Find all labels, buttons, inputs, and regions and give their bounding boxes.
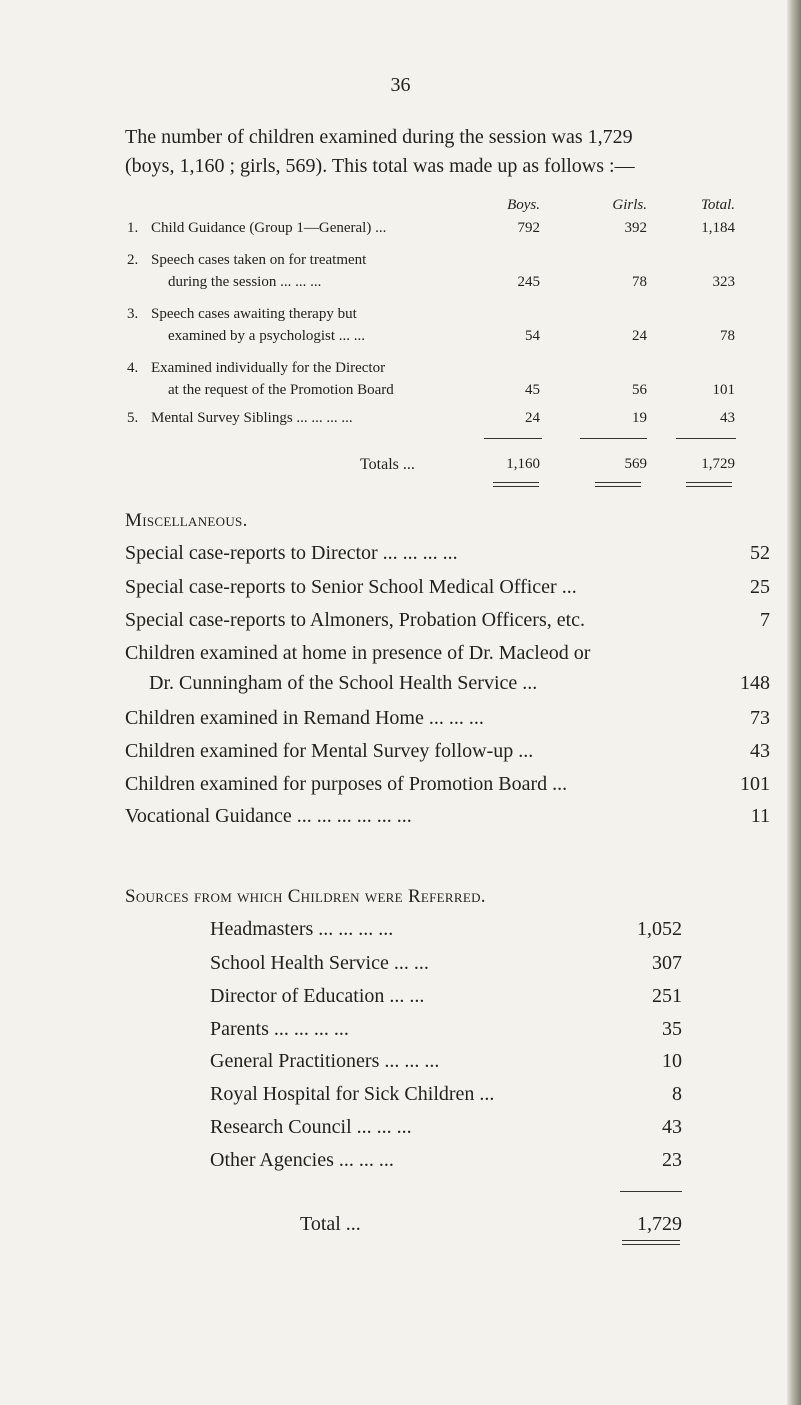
cell-total: 1,184: [701, 220, 735, 236]
totals-girls: 569: [624, 456, 647, 472]
cell-girls: 56: [632, 382, 647, 398]
sources-sum-rule: [620, 1191, 682, 1192]
source-label: School Health Service ... ...: [210, 952, 429, 974]
cell-boys: 54: [525, 328, 540, 344]
misc-value: 11: [750, 805, 770, 827]
intro-paragraph: [125, 123, 765, 181]
source-value: 8: [672, 1083, 682, 1105]
row-label-continued: during the session ... ... ...: [168, 274, 322, 290]
header-boys: Boys.: [507, 197, 540, 213]
sources-total-value: 1,729: [637, 1213, 682, 1235]
cell-boys: 792: [517, 220, 540, 236]
misc-label: Special case-reports to Director ... ... ... ...: [125, 542, 458, 564]
source-label: Royal Hospital for Sick Children ...: [210, 1083, 495, 1105]
misc-label: Vocational Guidance ... ... ... ... ... ...: [125, 805, 412, 827]
misc-value: 148: [740, 672, 770, 694]
source-value: 1,052: [637, 918, 682, 940]
cell-girls: 24: [632, 328, 647, 344]
source-value: 35: [662, 1018, 682, 1040]
row-label: Examined individually for the Director: [151, 360, 386, 376]
misc-value: 101: [740, 773, 770, 795]
misc-value: 73: [750, 707, 770, 729]
row-label-continued: at the request of the Promotion Board: [168, 382, 394, 398]
row-number: 4.: [127, 360, 139, 376]
cell-total: 323: [712, 274, 735, 290]
sources-total-label: Total ...: [300, 1213, 361, 1235]
cell-boys: 24: [525, 410, 540, 426]
misc-label: Children examined in Remand Home ... ... ...: [125, 707, 484, 729]
cell-boys: 245: [517, 274, 540, 290]
misc-value: 25: [750, 576, 770, 598]
misc-value: 7: [760, 609, 770, 631]
misc-label: Children examined at home in presence of Dr. Macleod or: [125, 642, 591, 664]
cell-total: 43: [720, 410, 735, 426]
row-number: 2.: [127, 252, 139, 268]
totals-total: 1,729: [701, 456, 735, 472]
sum-rule-boys: [484, 438, 542, 439]
row-number: 5.: [127, 410, 139, 426]
cell-boys: 45: [525, 382, 540, 398]
cell-girls: 78: [632, 274, 647, 290]
source-label: Director of Education ... ...: [210, 985, 425, 1007]
page-number: 36: [390, 74, 411, 96]
row-number: 1.: [127, 220, 139, 236]
intro-line-2: (boys, 1,160 ; girls, 569). This total was made up as follows :—: [125, 155, 635, 177]
source-value: 23: [662, 1149, 682, 1171]
misc-label: Children examined for Mental Survey follow-up ...: [125, 740, 534, 762]
intro-line-1: The number of children examined during the session was 1,729: [125, 126, 633, 148]
totals-boys: 1,160: [506, 456, 540, 472]
sources-double-rule: [622, 1240, 680, 1245]
double-rule-total: [686, 482, 732, 487]
source-label: Parents ... ... ... ...: [210, 1018, 349, 1040]
source-value: 10: [662, 1050, 682, 1072]
double-rule-girls: [595, 482, 641, 487]
row-label: Child Guidance (Group 1—General) ...: [151, 220, 387, 236]
misc-label: Special case-reports to Almoners, Probation Officers, etc.: [125, 609, 586, 631]
source-value: 251: [652, 985, 682, 1007]
misc-value: 43: [750, 740, 770, 762]
row-number: 3.: [127, 306, 139, 322]
row-label: Speech cases awaiting therapy but: [151, 306, 357, 322]
row-label: Mental Survey Siblings ... ... ... ...: [151, 410, 353, 426]
row-label-continued: examined by a psychologist ... ...: [168, 328, 366, 344]
source-label: Other Agencies ... ... ...: [210, 1149, 394, 1171]
sum-rule-girls: [580, 438, 647, 439]
source-label: Research Council ... ... ...: [210, 1116, 412, 1138]
cell-girls: 19: [632, 410, 647, 426]
misc-label: Dr. Cunningham of the School Health Service ...: [149, 672, 538, 694]
miscellaneous-heading: Miscellaneous.: [125, 510, 248, 531]
double-rule-boys: [493, 482, 539, 487]
header-girls: Girls.: [612, 197, 647, 213]
cell-total: 78: [720, 328, 735, 344]
source-label: General Practitioners ... ... ...: [210, 1050, 440, 1072]
misc-label: Special case-reports to Senior School Medical Officer ...: [125, 576, 577, 598]
page-edge-shadow: [787, 0, 801, 1405]
header-total: Total.: [700, 197, 735, 213]
sources-heading: Sources from which Children were Referred.: [125, 886, 486, 907]
totals-label: Totals ...: [360, 456, 415, 473]
source-value: 307: [652, 952, 682, 974]
source-value: 43: [662, 1116, 682, 1138]
misc-label: Children examined for purposes of Promotion Board ...: [125, 773, 568, 795]
misc-value: 52: [750, 542, 770, 564]
cell-total: 101: [712, 382, 735, 398]
cell-girls: 392: [624, 220, 647, 236]
sum-rule-total: [676, 438, 736, 439]
source-label: Headmasters ... ... ... ...: [210, 918, 394, 940]
row-label: Speech cases taken on for treatment: [151, 252, 367, 268]
